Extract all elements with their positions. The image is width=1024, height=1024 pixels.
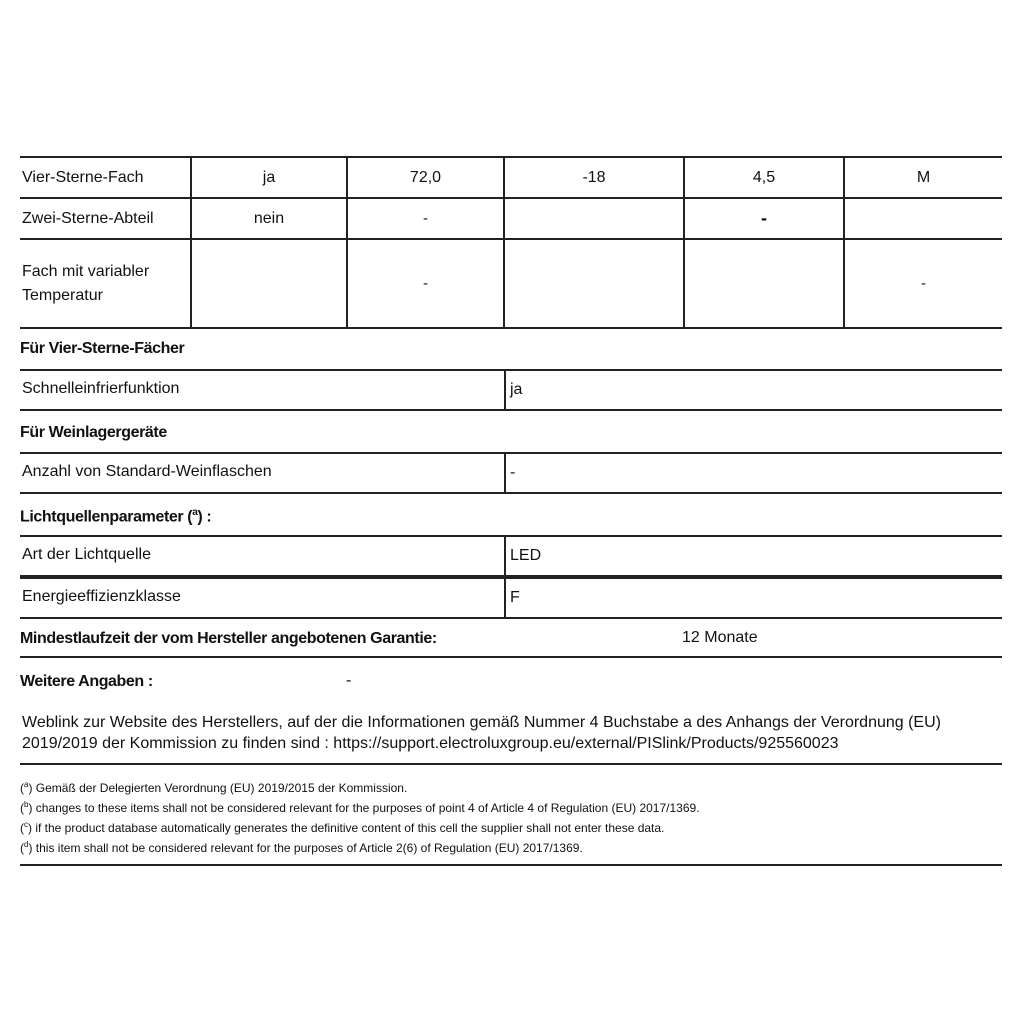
- compartment-name-line1: Fach mit variabler: [22, 262, 150, 280]
- light-source-heading: [20, 507, 211, 526]
- footnote: ($^c$) if the product database automatically generates the definitive content of this cell the supplier shall not enter these data.: [20, 820, 665, 835]
- quick-freeze-value: ja: [504, 371, 522, 409]
- energy-class-row: [20, 577, 1002, 619]
- wine-bottles-row: [20, 452, 1002, 494]
- table-cell: [504, 198, 684, 239]
- table-row: [20, 198, 1002, 239]
- footnote: ($^a$) Gemäß der Delegierten Verordnung (EU) 2019/2015 der Kommission.: [20, 780, 408, 795]
- table-cell: [504, 239, 684, 328]
- table-cell: ja: [191, 157, 347, 198]
- quick-freeze-row: [20, 369, 1002, 411]
- compartment-table: [20, 156, 1002, 329]
- table-cell: [191, 239, 347, 328]
- table-cell: -: [844, 239, 1002, 328]
- divider: [20, 763, 1002, 765]
- light-heading-sup: a: [192, 507, 198, 518]
- more-info-value: -: [346, 672, 352, 689]
- four-star-heading: Für Vier-Sterne-Fächer: [20, 340, 185, 357]
- table-cell: [684, 239, 844, 328]
- warranty-value: 12 Monate: [682, 629, 758, 646]
- manufacturer-weblink-text: Weblink zur Website des Herstellers, auf der die Informationen gemäß Nummer 4 Buchstabe a des Anhangs der Verordnung (EU) 2019/2019 der Kommission zu finden sind : https://support.electroluxgroup.eu/external/PISlink/Products/925560023: [22, 714, 941, 752]
- light-type-value: LED: [504, 537, 541, 575]
- light-heading-text: Lichtquellenparameter (: [20, 508, 193, 526]
- more-info-label: Weitere Angaben :: [20, 673, 153, 690]
- compartment-name: [20, 239, 191, 328]
- table-cell: 72,0: [347, 157, 504, 198]
- divider: [20, 864, 1002, 866]
- light-type-label: Art der Lichtquelle: [22, 546, 151, 563]
- table-cell: 4,5: [684, 157, 844, 198]
- energy-class-label: Energieeffizienzklasse: [22, 588, 181, 605]
- warranty-label: Mindestlaufzeit der vom Hersteller angebotenen Garantie:: [20, 630, 437, 647]
- light-heading-end: ) :: [197, 508, 212, 526]
- table-cell: nein: [191, 198, 347, 239]
- table-cell: -: [347, 239, 504, 328]
- table-cell: -18: [504, 157, 684, 198]
- wine-bottles-label: Anzahl von Standard-Weinflaschen: [22, 463, 272, 480]
- divider: [20, 656, 1002, 658]
- table-row: [20, 157, 1002, 198]
- quick-freeze-label: Schnelleinfrierfunktion: [22, 380, 180, 397]
- table-cell: -: [684, 198, 844, 239]
- compartment-name: Vier-Sterne-Fach: [20, 157, 191, 198]
- compartment-name: Zwei-Sterne-Abteil: [20, 198, 191, 239]
- wine-heading: Für Weinlagergeräte: [20, 424, 167, 441]
- table-row: [20, 239, 1002, 328]
- footnote: ($^d$) this item shall not be considered relevant for the purposes of Article 2(6) of Regulation (EU) 2017/1369.: [20, 840, 583, 855]
- compartment-name-line2: Temperatur: [22, 286, 103, 304]
- energy-class-value: F: [504, 579, 520, 617]
- table-cell: M: [844, 157, 1002, 198]
- wine-bottles-value: -: [504, 454, 515, 492]
- table-cell: -: [347, 198, 504, 239]
- light-type-row: [20, 535, 1002, 577]
- table-cell: [844, 198, 1002, 239]
- footnote: ($^b$) changes to these items shall not be considered relevant for the purposes of point 4 of Article 4 of Regulation (EU) 2017/1369.: [20, 800, 700, 815]
